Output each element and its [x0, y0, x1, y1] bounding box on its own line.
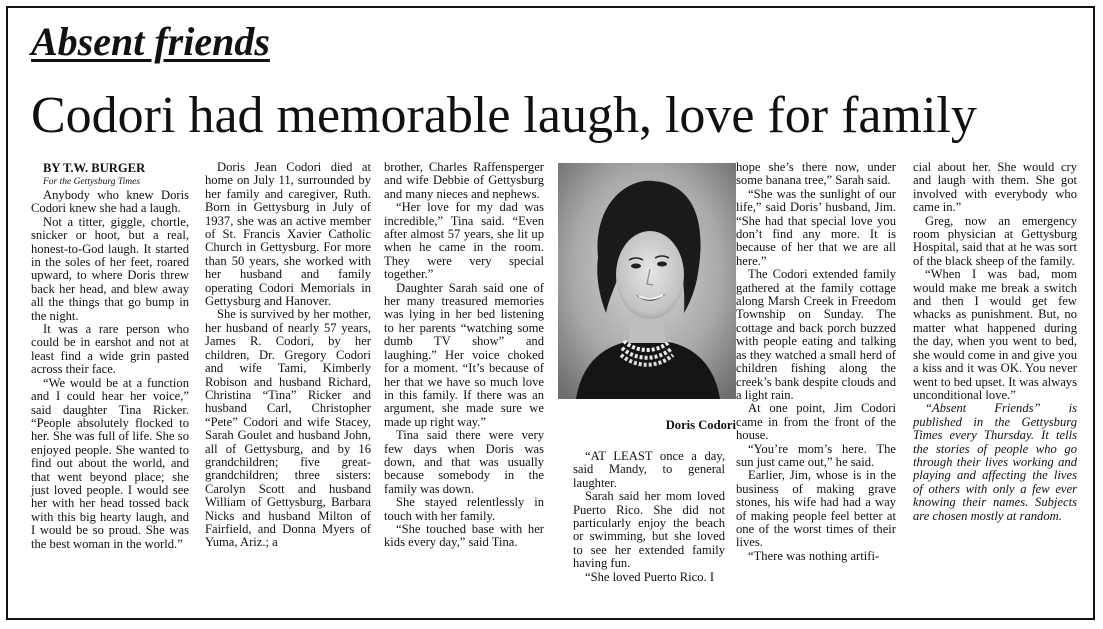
article-column-3	[384, 161, 544, 550]
paragraph: “There was nothing artifi-	[748, 548, 880, 563]
article-column-1	[31, 161, 189, 551]
paragraph: Tina said there were very few days when Doris was down, and that was usually because somebody in the family was down.	[384, 428, 544, 496]
paragraph: Daughter Sarah said one of her many treasured memories was lying in her bed listening to her parents “watching some dumb TV show” and laughing.” Her voice choked for a moment. “It’s because of her that we have so much love in this family. If there was an argument, she made sure we made up right way.”	[384, 280, 544, 429]
section-kicker: Absent friends	[31, 19, 270, 64]
article-column-4	[573, 450, 725, 584]
paragraph: “You’re mom’s here. The sun just came out,” he said.	[736, 441, 896, 469]
article-column-5	[736, 161, 896, 563]
portrait-image	[558, 163, 736, 399]
paragraph: cial about her. She would cry and laugh with them. She got involved with everybody who came in.”	[913, 160, 1077, 215]
paragraph: “She touched base with her kids every day,” said Tina.	[384, 521, 544, 550]
series-note: “Absent Friends” is published in the Gettysburg Times every Thursday. It tells the stories of people who go through their lives working and playing and affecting the lives of others with only a few ever knowing their names. Subjects are chosen mostly at random.	[913, 401, 1077, 523]
paragraph: “When I was bad, mom would make me break a switch and then I would get few whacks as punishment. But, no matter what happened during the day, when you went to bed, she would come in and give you a kiss and it was OK. You never went to bed upset. It was always unconditional love.”	[913, 267, 1077, 402]
headline: Codori had memorable laugh, love for family	[31, 87, 977, 144]
article-column-6	[913, 161, 1077, 523]
byline-credit: For the Gettysburg Times	[43, 177, 141, 187]
paragraph: hope she’s there now, under some banana tree,” Sarah said.	[736, 160, 896, 188]
photo-caption: Doris Codori	[665, 418, 736, 432]
article-column-2	[205, 161, 371, 550]
paragraph: At one point, Jim Codori came in from the front of the house.	[736, 401, 896, 443]
paragraph: “She was the sunlight of our life,” said Doris’ husband, Jim. “She had that special love you don’t find any more. It is because of her that we are all here.”	[736, 186, 896, 268]
paragraph: She is survived by her mother, her husband of nearly 57 years, James R. Codori, by her children, Dr. Gregory Codori and wife Tami, Kimberly Robison and husband Richard, Christina “Tina” Ricker and husband Carl, Christopher “Pete” Codori and wife Stacey, Sarah Goulet and husband John, all of Gettysburg, and by 16 grandchildren; five great-grandchildren; three sisters: Carolyn Scott and husband William of Gettysburg, Barbara Nicks and husband Milton of Fairfield, and Donna Myers of Yuma, Ariz.; a	[205, 307, 371, 550]
byline: BY T.W. BURGER	[43, 161, 146, 175]
paragraph: It was a rare person who could be in earshot and not at least find a wide grin pasted across their face.	[31, 322, 189, 377]
paragraph: She stayed relentlessly in touch with her family.	[384, 495, 544, 523]
paragraph: Earlier, Jim, whose is in the business of making grave stones, his wife had had a way of making people feel better at one of the worst times of their lives.	[736, 468, 896, 550]
paragraph: Not a titter, giggle, chortle, snicker or hoot, but a real, honest-to-God laugh. It started in the soles of her feet, roared upward, to where Doris threw back her head, and blew away all the things that go bump in the night.	[31, 214, 189, 323]
portrait-photo	[558, 163, 736, 399]
paragraph: Doris Jean Codori died at home on July 11, surrounded by her family and caregiver, Ruth. Born in Gettysburg in July of 1937, she was an active member of St. Francis Xavier Catholic Church in Gettysburg. For more than 50 years, she worked with her husband and family operating Codori Memorials in Gettysburg and Hanover.	[205, 160, 371, 309]
paragraph: brother, Charles Raffensperger and wife Debbie of Gettysburg and many nieces and nephews.	[384, 160, 544, 201]
paragraph: “She loved Puerto Rico. I	[585, 569, 715, 584]
paragraph: “AT LEAST once a day, said Mandy, to general laughter.	[573, 449, 725, 490]
paragraph: The Codori extended family gathered at the family cottage along Marsh Creek in Freedom Township on Sunday. The cottage and back porch buzzed with people eating and talking as they watched a small herd of children fishing along the creek’s bank despite clouds and a light rain.	[736, 267, 896, 402]
paragraph: Anybody who knew Doris Codori knew she had a laugh.	[31, 188, 189, 216]
paragraph: “Her love for my dad was incredible,” Tina said. “Even after almost 57 years, she lit up when he came in the room. They were very special together.”	[384, 200, 544, 282]
paragraph: “We would be at a function and I could hear her voice,” said daughter Tina Ricker. “People absolutely flocked to her. She was full of life. She so enjoyed people. She wanted to find out about the world, and that went beyond place; she just loved people. I would see her with her head tossed back with this big hearty laugh, and I would be so proud. She was the best woman in the world.”	[31, 375, 189, 551]
paragraph: Sarah said her mom loved Puerto Rico. She did not particularly enjoy the beach or swimming, but she loved to see her extended family having fun.	[573, 489, 725, 571]
paragraph: Greg, now an emergency room physician at Gettysburg Hospital, said that at he was sort of the black sheep of the family.	[913, 213, 1077, 268]
